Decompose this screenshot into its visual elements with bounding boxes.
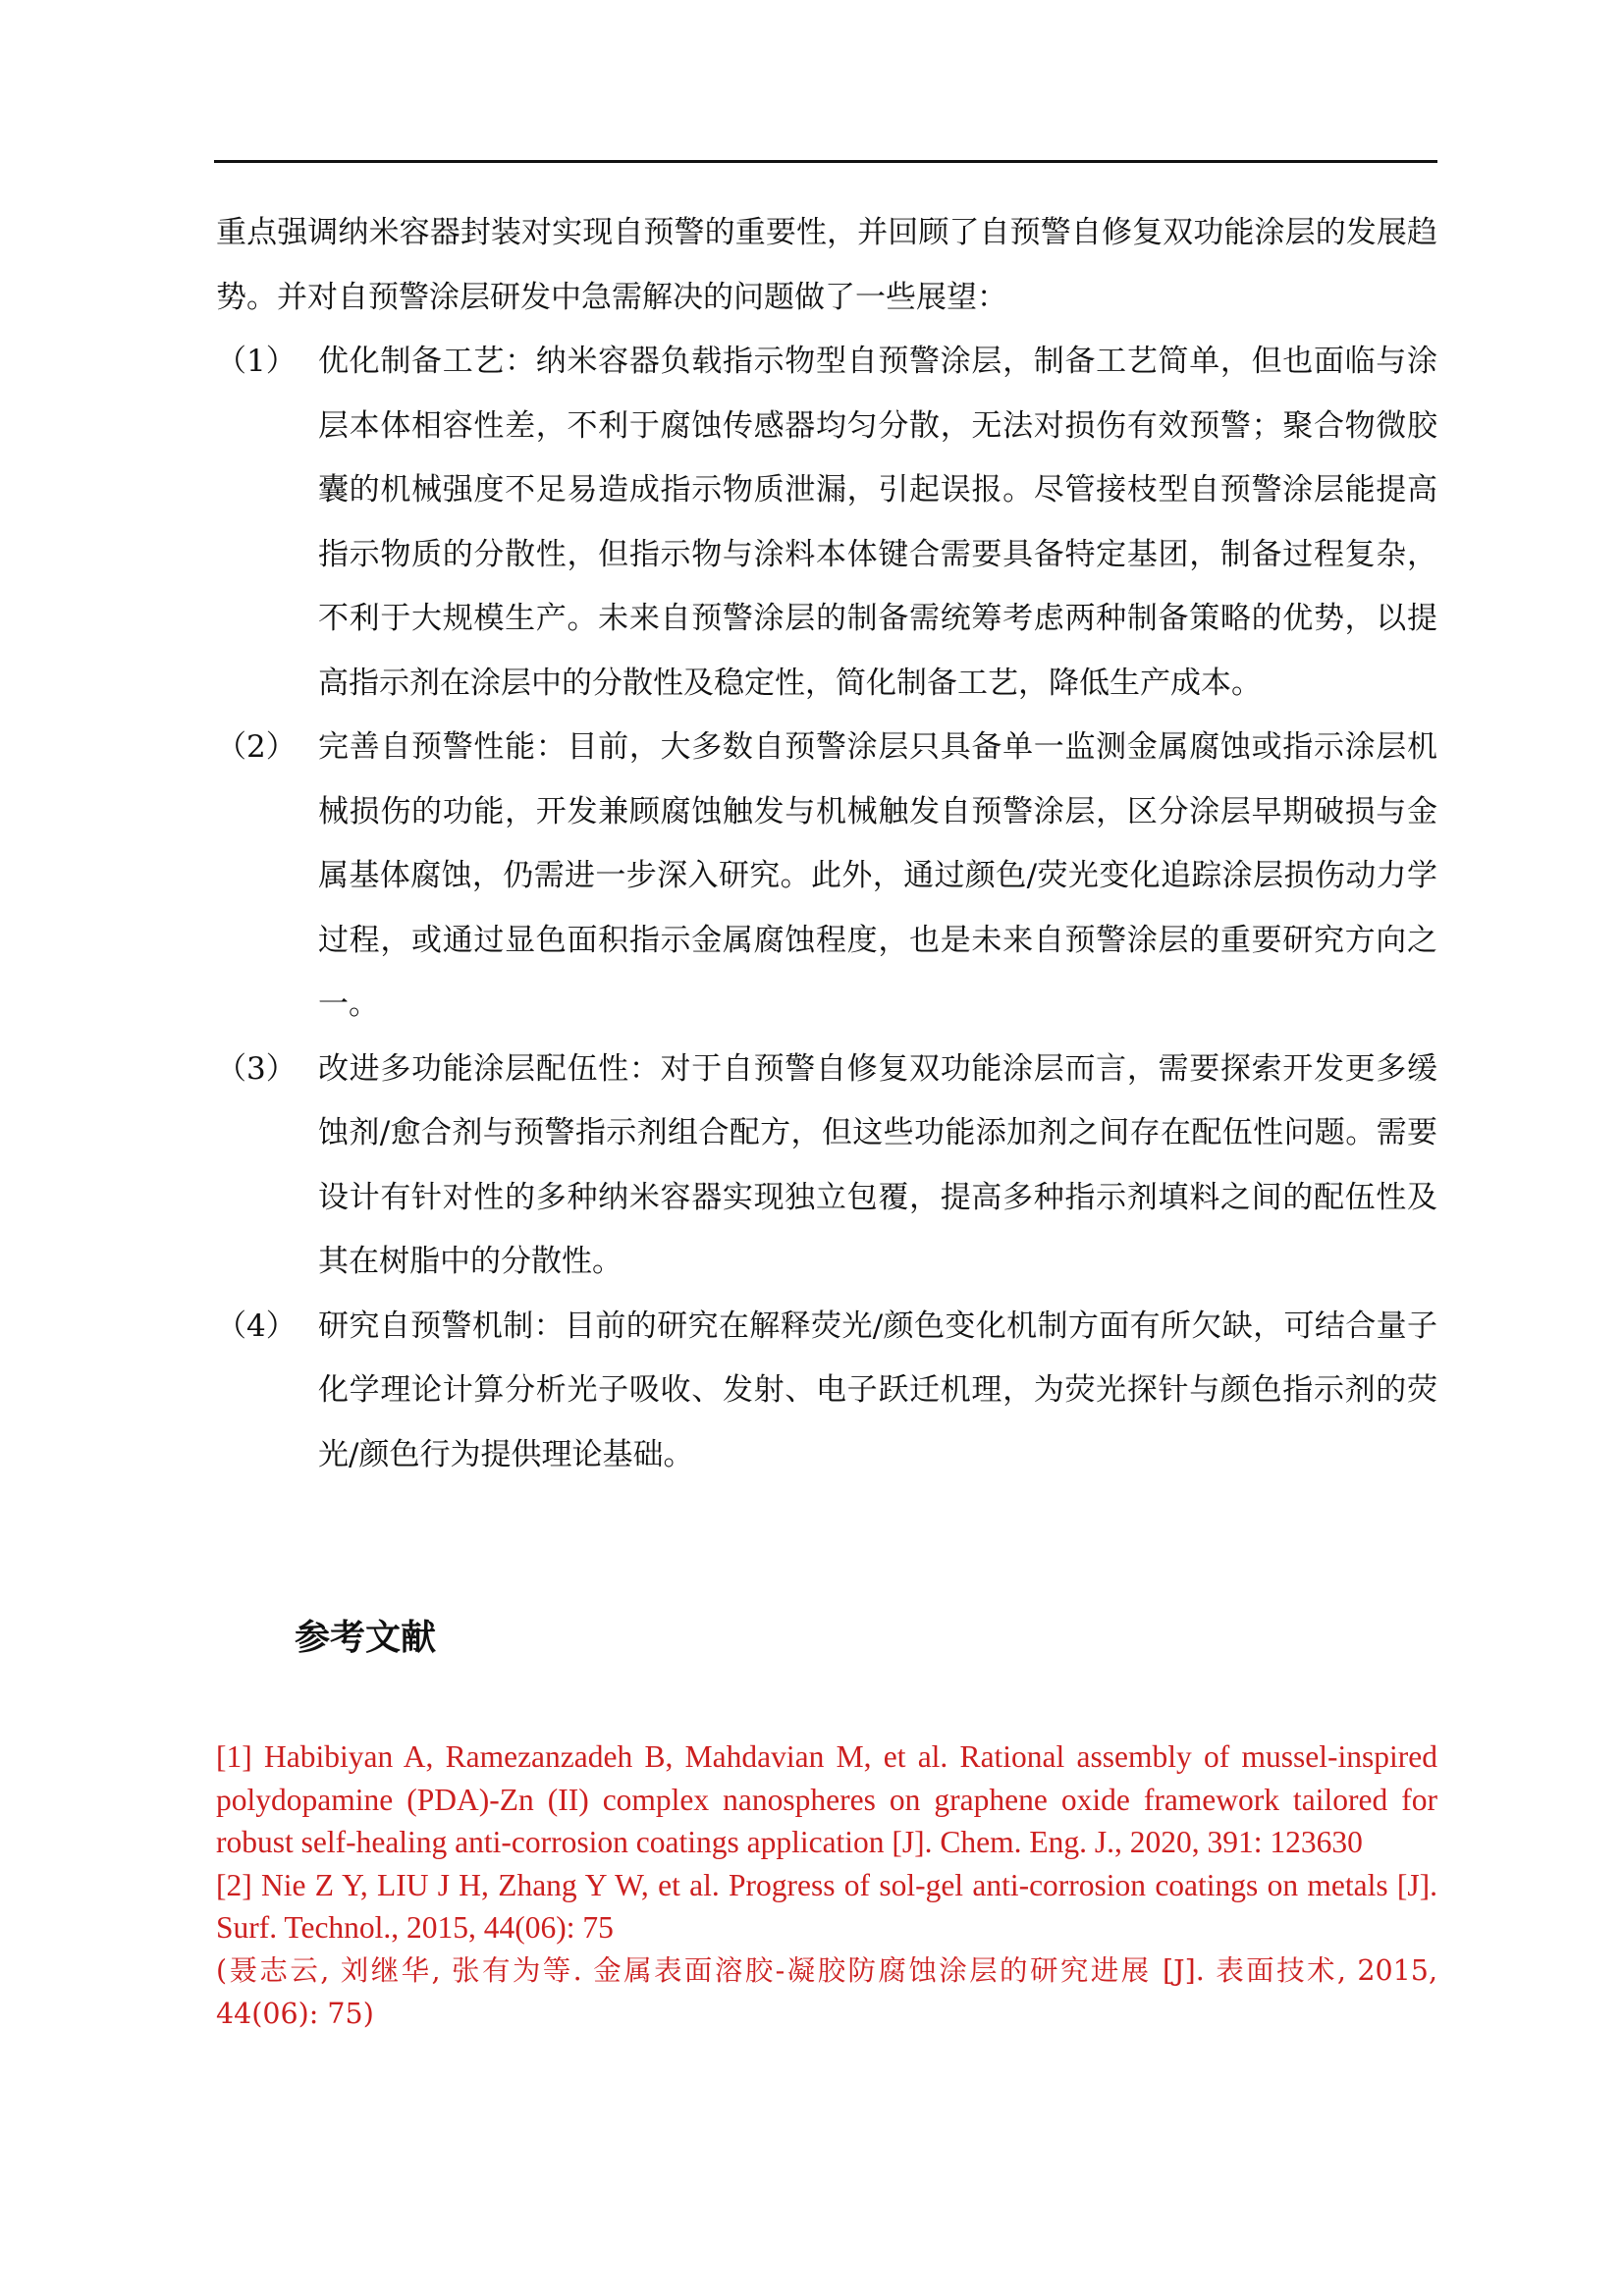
outlook-item-1	[216, 330, 1437, 716]
reference-1: [1] Habibiyan A, Ramezanzadeh B, Mahdavian M, et al. Rational assembly of mussel-inspired polydopamine (PDA)-Zn (II) complex nanospheres on graphene oxide framework tailored for robust self-healing anti-corrosion coatings application [J]. Chem. Eng. J., 2020, 391: 123630	[216, 1739, 1437, 1859]
item-number: （2）	[216, 729, 297, 765]
reference-2: [2] Nie Z Y, LIU J H, Zhang Y W, et al. Progress of sol-gel anti-corrosion coatings on metals [J]. Surf. Technol., 2015, 44(06): 75	[216, 1867, 1437, 1945]
intro-paragraph: 重点强调纳米容器封装对实现自预警的重要性，并回顾了自预警自修复双功能涂层的发展趋势。并对自预警涂层研发中急需解决的问题做了一些展望：	[216, 215, 1437, 315]
item-number: （3）	[216, 1050, 297, 1087]
item-text: 优化制备工艺：纳米容器负载指示物型自预警涂层，制备工艺简单，但也面临与涂层本体相容性差，不利于腐蚀传感器均匀分散，无法对损伤有效预警；聚合物微胶囊的机械强度不足易造成指示物质泄漏，引起误报。尽管接枝型自预警涂层能提高指示物质的分散性，但指示物与涂料本体键合需要具备特定基团，制备过程复杂，不利于大规模生产。未来自预警涂层的制备需统筹考虑两种制备策略的优势，以提高指示剂在涂层中的分散性及稳定性，简化制备工艺，降低生产成本。	[318, 344, 1437, 701]
item-number: （4）	[216, 1308, 297, 1344]
outlook-item-3	[216, 1038, 1437, 1295]
item-number: （1）	[216, 344, 297, 379]
header-rule	[214, 160, 1437, 163]
item-text: 改进多功能涂层配伍性：对于自预警自修复双功能涂层而言，需要探索开发更多缓蚀剂/愈合剂与预警指示剂组合配方，但这些功能添加剂之间存在配伍性问题。需要设计有针对性的多种纳米容器实现独立包覆，提高多种指示剂填料之间的配伍性及其在树脂中的分散性。	[318, 1050, 1437, 1279]
reference-list	[216, 1735, 1437, 2036]
item-text: 研究自预警机制：目前的研究在解释荧光/颜色变化机制方面有所欠缺，可结合量子化学理论计算分析光子吸收、发射、电子跃迁机理，为荧光探针与颜色指示剂的荧光/颜色行为提供理论基础。	[318, 1308, 1437, 1472]
reference-2-translation: (聂志云, 刘继华, 张有为等. 金属表面溶胶-凝胶防腐蚀涂层的研究进展 [J]. 表面技术, 2015, 44(06): 75)	[216, 1953, 1437, 2030]
outlook-item-2	[216, 716, 1437, 1038]
outlook-item-4	[216, 1295, 1437, 1488]
references-heading: 参考文献	[295, 1618, 437, 1658]
body-text	[216, 201, 1437, 1487]
item-text: 完善自预警性能：目前，大多数自预警涂层只具备单一监测金属腐蚀或指示涂层机械损伤的功能，开发兼顾腐蚀触发与机械触发自预警涂层，区分涂层早期破损与金属基体腐蚀，仍需进一步深入研究。此外，通过颜色/荧光变化追踪涂层损伤动力学过程，或通过显色面积指示金属腐蚀程度，也是未来自预警涂层的重要研究方向之一。	[318, 729, 1437, 1022]
